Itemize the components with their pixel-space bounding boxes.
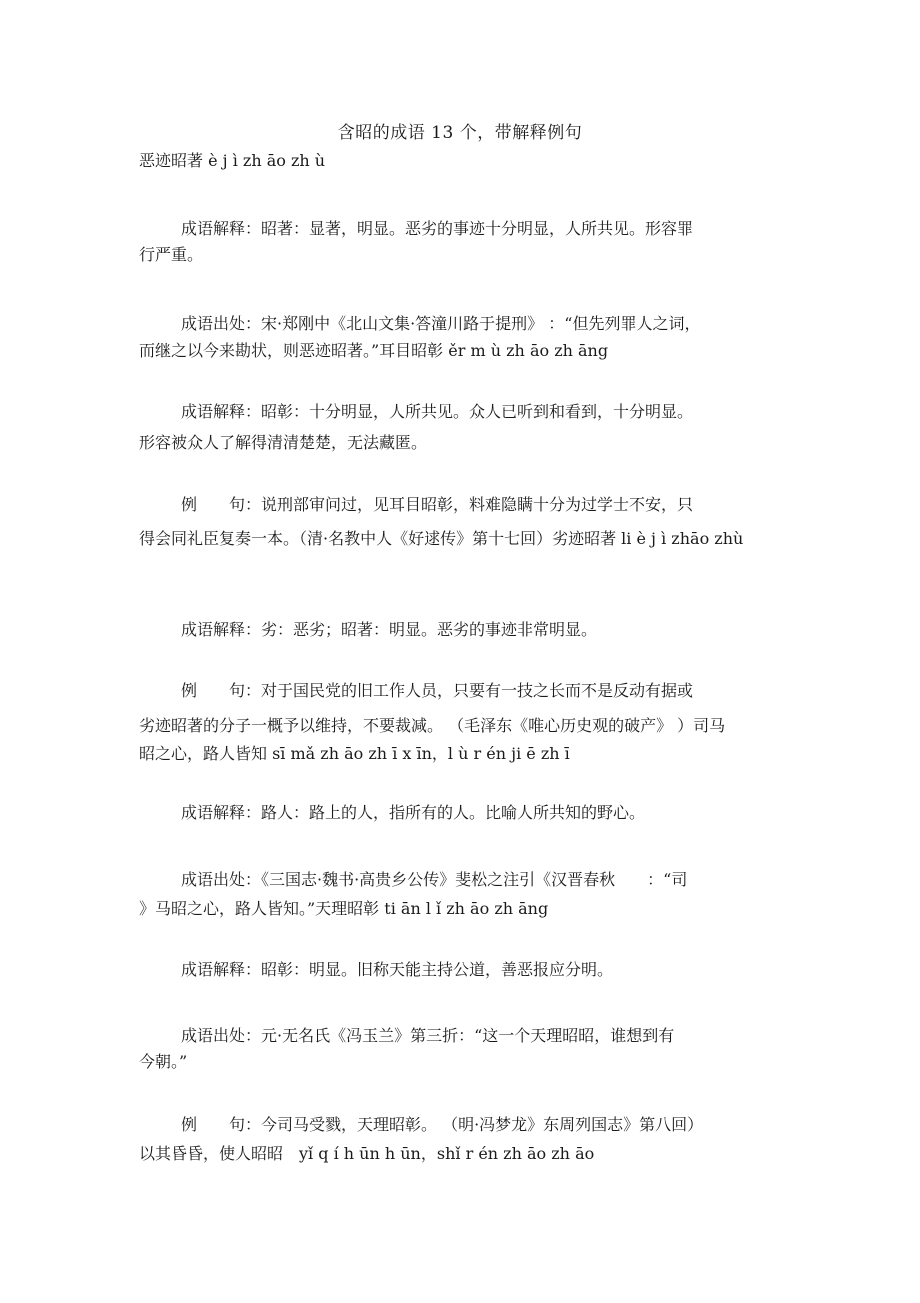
explanation-line: 形容被众人了解得清清楚楚，无法藏匿。 [139,433,428,452]
explanation-line: 成语解释：劣：恶劣；昭著：明显。恶劣的事迹非常明显。 [181,620,598,639]
example-line: 得会同礼臣复奏一本。（清·名教中人《好逑传》第十七回）劣迹昭著 li è j ì zhāo zhù [139,529,744,548]
idiom-heading-1: 恶迹昭著 è j ì zh āo zh ù [139,151,326,170]
explanation-line: 行严重。 [139,245,204,264]
example-line: 例 句：今司马受戮，天理昭彰。 （明·冯梦龙》东周列国志》第八回） [181,1115,704,1134]
explanation-line: 成语解释：昭彰：十分明显，人所共见。众人已听到和看到，十分明显。 [181,402,694,421]
idiom-heading: 以其昏昏，使人昭昭 yǐ q í h ūn h ūn，shǐ r én zh āo zh āo [139,1144,595,1163]
explanation-line: 成语解释：昭彰：明显。旧称天能主持公道，善恶报应分明。 [181,960,614,979]
source-line: 成语出处：《三国志·魏书·高贵乡公传》斐松之注引《汉晋春秋 ：“司 [181,870,688,889]
explanation-line: 成语解释：路人：路上的人，指所有的人。比喻人所共知的野心。 [181,803,646,822]
source-line: 今朝。” [139,1052,188,1071]
explanation-line: 成语解释：昭著：显著，明显。恶劣的事迹十分明显，人所共见。形容罪 [181,219,694,238]
idiom-heading: 昭之心，路人皆知 sī mǎ zh āo zh ī x īn，l ù r én ji ē zh ī [139,744,570,763]
example-line: 例 句：对于国民党的旧工作人员，只要有一技之长而不是反动有据或 [181,681,694,700]
example-line: 劣迹昭著的分子一概予以维持，不要裁减。 （毛泽东《唯心历史观的破产》 ）司马 [139,716,726,735]
document-title: 含昭的成语 13 个，带解释例句 [337,123,583,143]
example-line: 例 句：说刑部审问过，见耳目昭彰，料难隐瞒十分为过学士不安，只 [181,495,694,514]
source-line: 成语出处：元·无名氏《冯玉兰》第三折：“这一个天理昭昭，谁想到有 [181,1026,675,1045]
source-line: 》马昭之心，路人皆知。”天理昭彰 ti ān l ǐ zh āo zh āng [139,899,549,918]
source-line: 而继之以今来勘状，则恶迹昭著。”耳目昭彰 ěr m ù zh āo zh āng [139,341,609,360]
source-line: 成语出处：宋·郑刚中《北山文集·答潼川路于提刑》 ：“但先列罪人之词， [181,314,701,333]
